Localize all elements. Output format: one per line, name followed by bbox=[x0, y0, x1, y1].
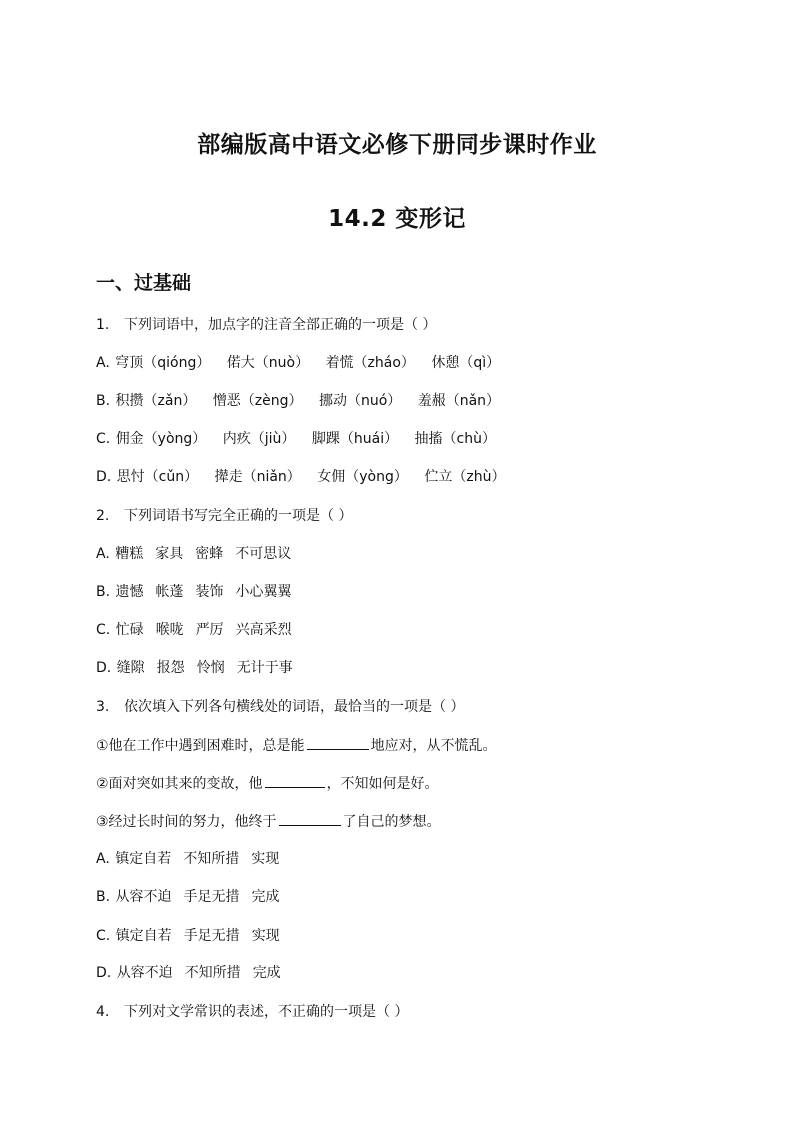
option-item: 镇定自若 bbox=[115, 928, 172, 944]
option-letter: A. bbox=[96, 355, 110, 371]
q2-option-d bbox=[96, 658, 305, 678]
option-letter: B. bbox=[96, 584, 111, 600]
option-letter: D. bbox=[96, 660, 112, 676]
option-item: 家具 bbox=[155, 546, 184, 562]
option-item: 积攒（zǎn） bbox=[115, 393, 197, 409]
q3-option-a bbox=[96, 849, 291, 869]
sentence-text: ，不知如何是好。 bbox=[326, 776, 439, 792]
sentence-text: ③经过长时间的努力，他终于 bbox=[96, 814, 277, 830]
q1-option-d bbox=[96, 467, 517, 487]
question-number: 2. bbox=[96, 508, 110, 524]
option-item: 完成 bbox=[251, 889, 280, 905]
option-item: 挪动（nuó） bbox=[318, 393, 402, 409]
option-item: 实现 bbox=[251, 851, 280, 867]
q2-option-c bbox=[96, 620, 304, 640]
option-item: 不知所措 bbox=[183, 851, 240, 867]
option-item: 脚踝（huái） bbox=[311, 431, 399, 447]
option-item: 帐蓬 bbox=[155, 584, 184, 600]
option-item: 缝隙 bbox=[116, 660, 145, 676]
document-title: 部编版高中语文必修下册同步课时作业 bbox=[197, 132, 597, 158]
option-letter: C. bbox=[96, 622, 111, 638]
option-item: 着慌（zháo） bbox=[325, 355, 415, 371]
sentence-text: ②面对突如其来的变故，他 bbox=[96, 776, 263, 792]
q3-option-c bbox=[96, 926, 292, 946]
q3-option-b bbox=[96, 887, 292, 907]
q3-option-d bbox=[96, 963, 293, 983]
option-item: 抽搐（chù） bbox=[414, 431, 496, 447]
option-item: 憎恶（zèng） bbox=[212, 393, 303, 409]
q3-sentence-1 bbox=[96, 735, 497, 756]
option-item: 不知所措 bbox=[184, 965, 241, 981]
question-2 bbox=[96, 506, 352, 526]
option-item: 伫立（zhù） bbox=[424, 469, 506, 485]
option-item: 喉咙 bbox=[155, 622, 184, 638]
option-item: 女佣（yòng） bbox=[317, 469, 408, 485]
option-item: 内疚（jiù） bbox=[222, 431, 296, 447]
section-heading: 一、过基础 bbox=[96, 272, 192, 294]
question-3 bbox=[96, 697, 464, 717]
option-item: 偌大（nuò） bbox=[226, 355, 310, 371]
option-item: 兴高采烈 bbox=[235, 622, 292, 638]
option-item: 怜悯 bbox=[196, 660, 225, 676]
option-letter: C. bbox=[96, 928, 111, 944]
q1-option-c bbox=[96, 429, 508, 449]
option-item: 实现 bbox=[251, 928, 280, 944]
option-item: 撵走（niǎn） bbox=[214, 469, 301, 485]
option-item: 密蜂 bbox=[195, 546, 224, 562]
option-letter: A. bbox=[96, 851, 110, 867]
question-stem: 下列对文学常识的表述，不正确的一项是（ ） bbox=[124, 1004, 409, 1020]
fill-blank bbox=[279, 811, 341, 826]
question-1 bbox=[96, 315, 436, 335]
option-item: 休憩（qì） bbox=[431, 355, 501, 371]
option-item: 忙碌 bbox=[115, 622, 144, 638]
q1-option-b bbox=[96, 391, 512, 411]
question-stem: 下列词语中，加点字的注音全部正确的一项是（ ） bbox=[124, 317, 437, 333]
sentence-text: 了自己的梦想。 bbox=[342, 814, 441, 830]
option-item: 羞赧（nǎn） bbox=[417, 393, 501, 409]
option-item: 装饰 bbox=[195, 584, 224, 600]
option-item: 思忖（cǔn） bbox=[116, 469, 199, 485]
fill-blank bbox=[265, 773, 325, 788]
q2-option-b bbox=[96, 582, 304, 602]
question-stem: 依次填入下列各句横线处的词语，最恰当的一项是（ ） bbox=[124, 699, 465, 715]
option-item: 从容不迫 bbox=[116, 965, 173, 981]
lesson-title: 14.2 变形记 bbox=[328, 206, 466, 232]
question-stem: 下列词语书写完全正确的一项是（ ） bbox=[124, 508, 353, 524]
option-letter: D. bbox=[96, 965, 112, 981]
option-item: 手足无措 bbox=[183, 928, 240, 944]
option-item: 不可思议 bbox=[235, 546, 292, 562]
question-4 bbox=[96, 1002, 408, 1022]
option-letter: C. bbox=[96, 431, 111, 447]
option-letter: D. bbox=[96, 469, 112, 485]
option-item: 糟糕 bbox=[115, 546, 144, 562]
option-item: 从容不迫 bbox=[115, 889, 172, 905]
question-number: 4. bbox=[96, 1004, 110, 1020]
option-letter: A. bbox=[96, 546, 110, 562]
q1-option-a bbox=[96, 353, 512, 373]
option-item: 穹顶（qióng） bbox=[115, 355, 211, 371]
fill-blank bbox=[307, 735, 369, 750]
option-item: 报怨 bbox=[156, 660, 185, 676]
option-item: 完成 bbox=[252, 965, 281, 981]
q3-sentence-2 bbox=[96, 773, 439, 794]
option-item: 手足无措 bbox=[183, 889, 240, 905]
q2-option-a bbox=[96, 544, 303, 564]
option-item: 镇定自若 bbox=[115, 851, 172, 867]
sentence-text: ①他在工作中遇到困难时，总是能 bbox=[96, 738, 305, 754]
sentence-text: 地应对，从不慌乱。 bbox=[370, 738, 497, 754]
question-number: 3. bbox=[96, 699, 110, 715]
q3-sentence-3 bbox=[96, 811, 441, 832]
option-item: 佣金（yòng） bbox=[115, 431, 207, 447]
option-letter: B. bbox=[96, 393, 111, 409]
option-item: 严厉 bbox=[195, 622, 224, 638]
option-item: 遗憾 bbox=[115, 584, 144, 600]
option-letter: B. bbox=[96, 889, 111, 905]
option-item: 无计于事 bbox=[236, 660, 293, 676]
question-number: 1. bbox=[96, 317, 110, 333]
option-item: 小心翼翼 bbox=[235, 584, 292, 600]
